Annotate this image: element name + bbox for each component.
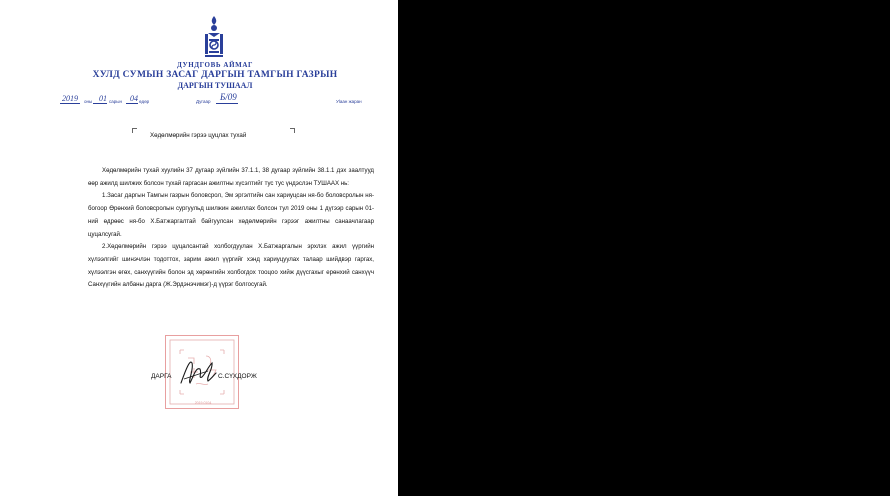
handwritten-signature [178, 355, 218, 389]
document-subject: Хөдөлмөрийн гэрээ цуцлах тухай [150, 132, 247, 139]
document-body [88, 165, 374, 292]
province-name: ДУНДГОВЬ АЙМАГ [176, 61, 254, 69]
number-underline [216, 103, 238, 104]
number-label: Дугаар [196, 99, 211, 104]
date-day: 04 [130, 94, 138, 103]
body-item-1: 1.Засаг даргын Тамгын газрын боловсрол, Эм эргэлтийн сан хариуцсан ня-бо боловсролын ня-богоор Өрөнхий боловсролын сургуульд шилжин ажиллах болсон тул 2019 оны 1 дүгээр сарын 01-ний өдрөөс ня-бо Х.Батжаргалтай байгуулсан хөдөлмөрийн гэрээг ажилтны санаачлагаар цуцалсугай. [88, 192, 374, 238]
year-suffix: оны [84, 99, 93, 104]
subject-bracket-right [290, 128, 295, 133]
document-type: ДАРГЫН ТУШААЛ [177, 81, 253, 90]
date-year: 2019 [62, 94, 78, 103]
soyombo-emblem-icon [199, 14, 229, 58]
day-underline [126, 103, 138, 104]
day-suffix: өдөр [139, 99, 150, 104]
signatory-title: ДАРГА [151, 373, 172, 380]
place-name: Уlаан жаран [336, 99, 362, 104]
month-suffix: сарын [109, 99, 122, 104]
signatory-name: С.СҮХДОРЖ [218, 373, 257, 380]
stamp-date: 2019 0104 [194, 401, 212, 405]
document-number: Б/09 [220, 92, 237, 102]
document-page [0, 0, 398, 496]
body-intro: Хөдөлмөрийн тухай хуулийн 37 дугаар зүйлийн 37.1.1, 38 дугаар зүйлийн 38.1.1 дэх заалтууд өөр ажилд шилжих болсон тухай гаргасан ажилтны хүсэлтийг тус тус үндэслэн ТУШААХ нь: [88, 167, 374, 187]
office-name: ХУЛД СУМЫН ЗАСАГ ДАРГЫН ТАМГЫН ГАЗРЫН [92, 70, 338, 80]
date-month: 01 [99, 94, 107, 103]
year-underline [60, 103, 80, 104]
subject-bracket-left [132, 128, 137, 133]
month-underline [93, 103, 107, 104]
body-item-2: 2.Хөдөлмөрийн гэрээ цуцалсантай холбогдуулан Х.Батжаргалын эрхлэх ажил үүргийн хүлээлгийг шинэчлэн тодоттох, зарим ажил үүргийг хэнд хариуцуулах талаар шийдвэр гаргах, хүлээлгэн өгөх, санхүүгийн болон эд хөрөнгийн холбогдох тооцоо хийж дүүсгахыг ерөнхий санхүүч Санхүүгийн албаны дарга (Ж.Эрдэнэчимэг)-д үүрэг болгосугай. [88, 243, 374, 289]
